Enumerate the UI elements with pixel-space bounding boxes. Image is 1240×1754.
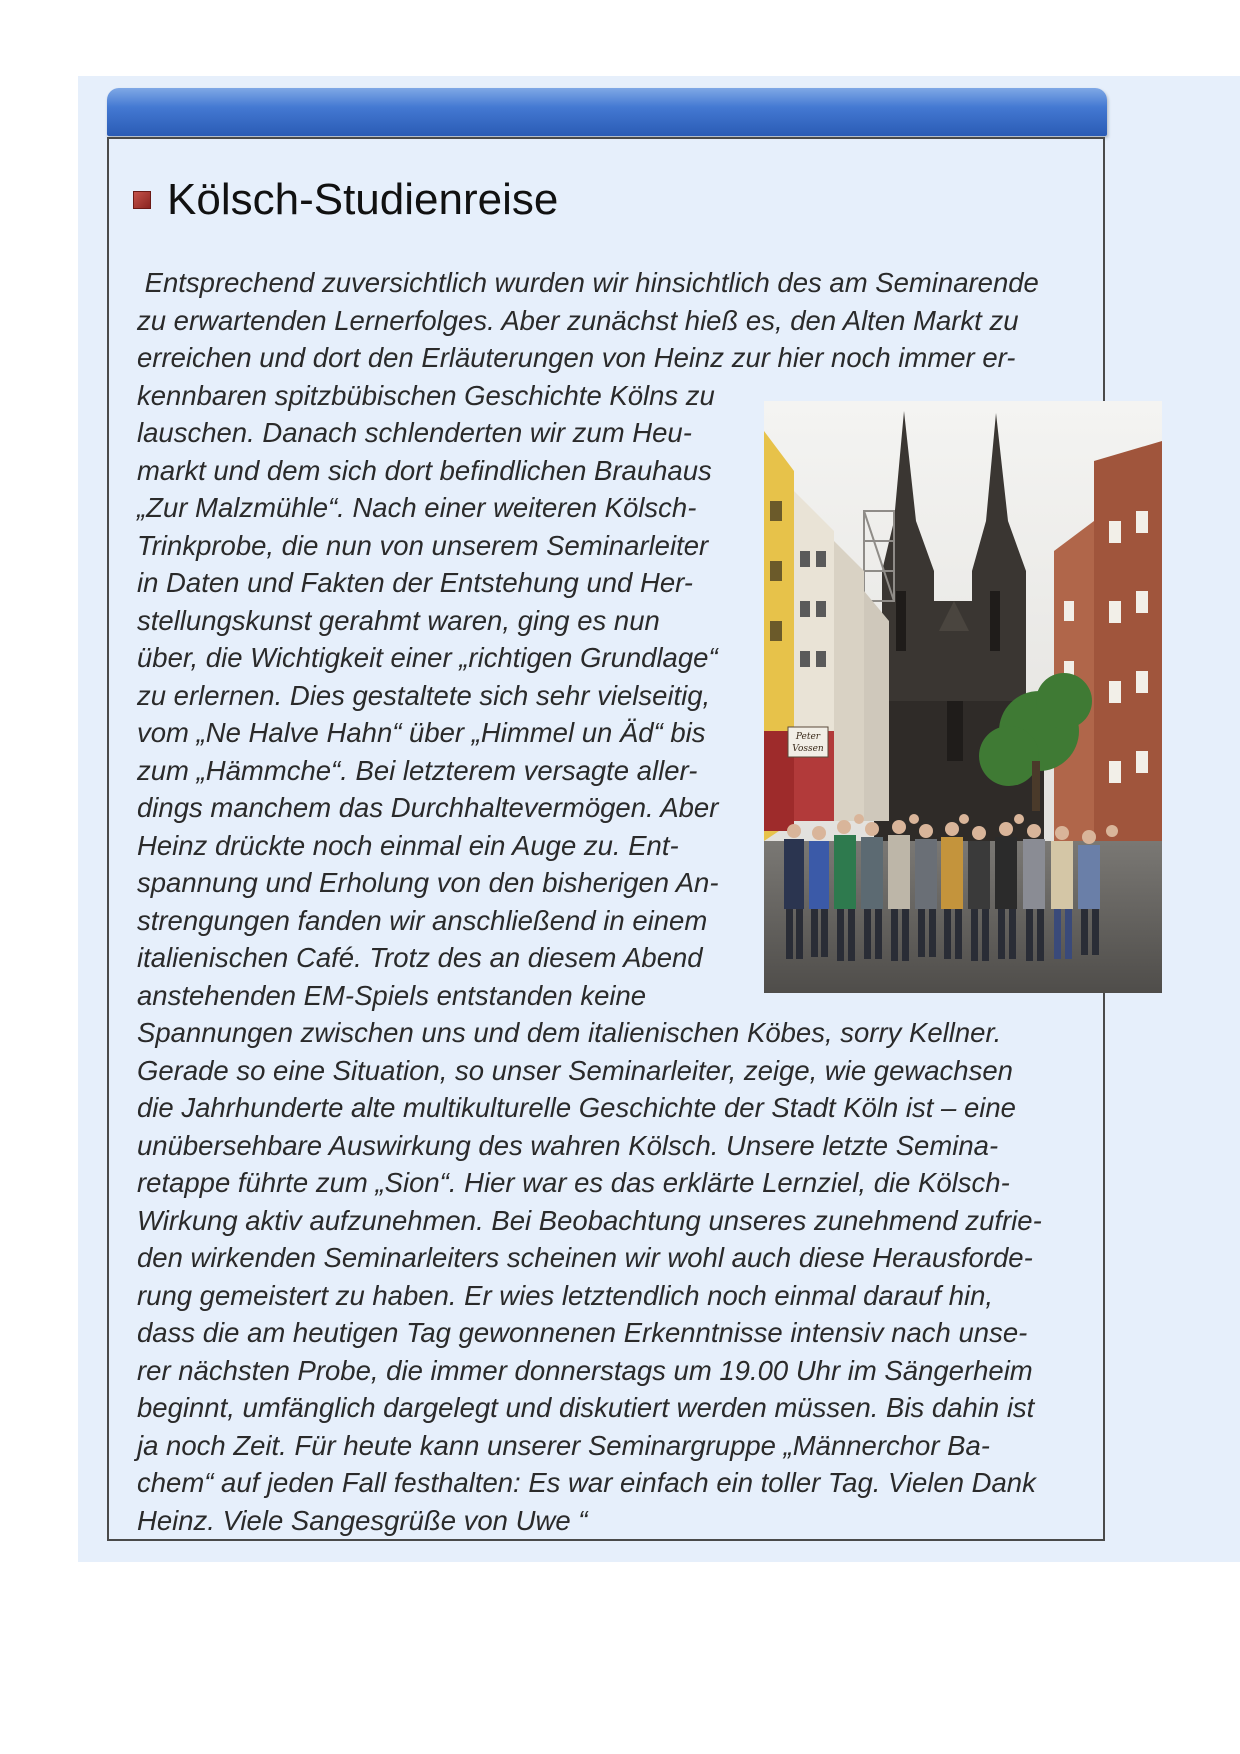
text-line: lauschen. Danach schlenderten wir zum Heu-: [137, 417, 692, 448]
text-line: dings manchem das Durchhaltevermögen. Aber: [137, 792, 719, 823]
text-line: markt und dem sich dort befindlichen Brauhaus: [137, 454, 712, 486]
text-line: in Daten und Fakten der Entstehung und Her-: [137, 567, 693, 598]
text-line: chem“ auf jeden Fall festhalten: Es war einfach ein toller Tag. Vielen Dank: [137, 1467, 1036, 1498]
text-line: Entsprechend zuversichtlich wurden wir hinsichtlich des am Seminarende: [137, 267, 1039, 298]
text-line: ja noch Zeit. Für heute kann unserer Seminargruppe „Männerchor Ba-: [137, 1429, 990, 1461]
text-line: italienischen Café. Trotz des an diesem Abend: [137, 942, 703, 973]
text-line: stellungskunst gerahmt waren, ging es nun: [137, 604, 660, 636]
text-line: die Jahrhunderte alte multikulturelle Geschichte der Stadt Köln ist – eine: [137, 1092, 1016, 1123]
text-line: spannung und Erholung von den bisherigen An-: [137, 867, 719, 898]
text-line: über, die Wichtigkeit einer „richtigen Grundlage“: [137, 642, 718, 673]
text-line: unübersehbare Auswirkung des wahren Kölsch. Unsere letzte Semina-: [137, 1129, 999, 1161]
photo-illustration: [764, 401, 1162, 993]
header-bar: [107, 88, 1107, 136]
text-line: kennbaren spitzbübischen Geschichte Kölns zu: [137, 379, 715, 411]
text-line: Gerade so eine Situation, so unser Seminarleiter, zeige, wie gewachsen: [137, 1054, 1013, 1086]
article-heading: [133, 170, 558, 230]
sign-text-peter: Peter: [795, 732, 821, 742]
text-line: beginnt, umfänglich dargelegt und diskutiert werden müssen. Bis dahin ist: [137, 1392, 1035, 1423]
text-line: erreichen und dort den Erläuterungen von Heinz zur hier noch immer er-: [137, 342, 1016, 373]
bullet-square-icon: [133, 191, 151, 209]
text-line: zum „Hämmche“. Bei letzterem versagte aller-: [137, 754, 698, 786]
text-line: rung gemeistert zu haben. Er wies letztendlich noch einmal darauf hin,: [137, 1279, 994, 1311]
sign-text-vossen: Vossen: [792, 744, 824, 754]
text-line: zu erlernen. Dies gestaltete sich sehr vielseitig,: [137, 679, 711, 711]
text-line: zu erwartenden Lernerfolges. Aber zunächst hieß es, den Alten Markt zu: [137, 304, 1019, 336]
text-line: vom „Ne Halve Hahn“ über „Himmel un Äd“ bis: [137, 717, 706, 748]
text-line: Heinz. Viele Sangesgrüße von Uwe “: [137, 1504, 588, 1536]
text-line: „Zur Malzmühle“. Nach einer weiteren Kölsch-: [137, 492, 697, 523]
text-line: den wirkenden Seminarleiters scheinen wir wohl auch diese Herausforde-: [137, 1242, 1033, 1273]
text-line: Spannungen zwischen uns und dem italienischen Köbes, sorry Kellner.: [137, 1017, 1002, 1048]
text-line: retappe führte zum „Sion“. Hier war es das erklärte Lernziel, die Kölsch-: [137, 1167, 1010, 1198]
text-line: Trinkprobe, die nun von unserem Seminarleiter: [137, 529, 709, 561]
text-line: rer nächsten Probe, die immer donnerstags um 19.00 Uhr im Sängerheim: [137, 1354, 1033, 1386]
text-line: anstehenden EM-Spiels entstanden keine: [137, 979, 647, 1011]
text-line: dass die am heutigen Tag gewonnenen Erkenntnisse intensiv nach unse-: [137, 1317, 1028, 1348]
text-line: strengungen fanden wir anschließend in einem: [137, 904, 708, 936]
shop-sign: [788, 727, 828, 757]
text-line: Heinz drückte noch einmal ein Auge zu. Ent-: [137, 829, 679, 861]
article-title: Kölsch-Studienreise: [167, 175, 559, 224]
text-line: Wirkung aktiv aufzunehmen. Bei Beobachtung unseres zunehmend zufrie-: [137, 1204, 1042, 1236]
cathedral-group-photo: [764, 401, 1162, 993]
